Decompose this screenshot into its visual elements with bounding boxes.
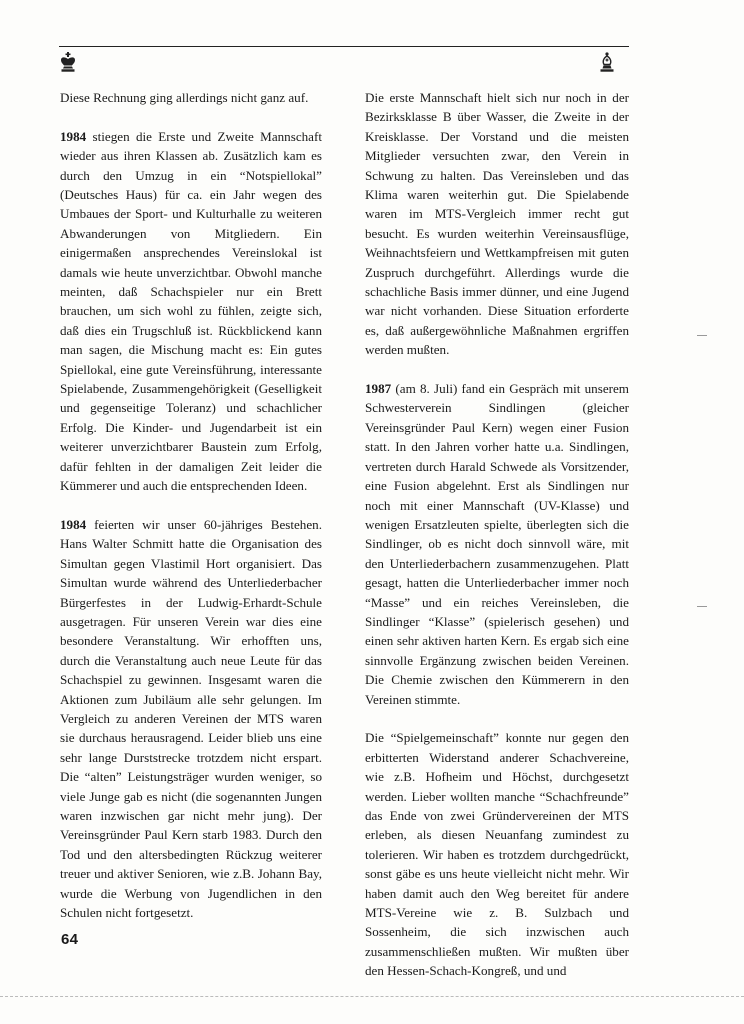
year-label: 1984 [60, 516, 87, 532]
paragraph: Diese Rechnung ging allerdings nicht ganz auf. [60, 90, 309, 105]
header-rule [59, 46, 629, 47]
chess-bishop-icon [596, 51, 618, 73]
paragraph: 1987 (am 8. Juli) fand ein Gespräch mit unserem Schwesterverein Sindlingen (gleicher Vereinsgründer Paul Kern) wegen einer Fusion statt. In den Jahren vorher hatte u.a. Sindlingen, vertreten durch Harald Schwede als Vorsitzender, eine Fusion abgelehnt. Erst als Sindlingen nur noch mit einer Mannschaft (UV-Klasse) und wenigen Ersatzleuten spielte, überlegten sich die Sindlinger, ob es nicht doch sinnvoll wäre, mit den Unterliederbachern zusammenzugehen. Platt gesagt, hatten die Unterliederbacher immer noch “Masse” und ein reiches Vereinsleben, die Sindlinger “Klasse” (spielerisch gesehen) und einen sehr aktiven harten Kern. Es ergab sich eine sinnvolle Ergänzung zwischen beiden Vereinen. Die Chemie zwischen den Kümmerern in den Vereinen stimmte. [365, 381, 629, 707]
paragraph: 1984 stiegen die Erste und Zweite Mannschaft wieder aus ihren Klassen ab. Zusätzlich kam es durch den Umzug in ein “Notspiellokal” (Deutsches Haus) für ca. ein Jahr wegen des Umbaues der Sport- und Kulturhalle zu weiteren Abwanderungen von Mitgliedern. Ein einigermaßen ansprechendes Vereinslokal ist damals wie heute unverzichtbar. Obwohl manche meinten, daß Schachspieler nur ein Brett brauchen, um sich wohl zu fühlen, zeigte sich, daß dies ein Trugschluß ist. Rückblickend kann man sagen, die Mischung macht es: Ein gutes Spiellokal, eine gute Vereinsführung, interessante Spielabende, Zusammengehörigkeit (Geselligkeit und gegenseitige Toleranz) und schachlicher Erfolg. Die Kinder- und Jugendarbeit ist ein weiterer unverzichtbarer Baustein zum Erfolg, dafür fehlten in der damaligen Zeit leider die Kümmerer und auch die entsprechenden Ideen. [60, 128, 322, 494]
paragraph: Die erste Mannschaft hielt sich nur noch in der Bezirksklasse B über Wasser, die Zweite in der Kreisklasse. Der Vorstand und die meisten Mitglieder versuchten zwar, den Verein in Schwung zu halten. Das Vereinsleben und das Klima waren weiterhin gut. Die Spielabende waren im MTS-Vergleich immer recht gut besucht. Es wurden weiterhin Vereinsausflüge, Weihnachtsfeiern und Wettkampfreisen mit guten Zuspruch durchgeführt. Allerdings wurde die schachliche Basis immer dünner, und eine Jugend war nicht vorhanden. Diese Situation erforderte es, daß außergewöhnliche Maßnahmen ergriffen werden mußten. [365, 90, 629, 358]
margin-mark [697, 606, 707, 607]
year-label: 1987 [365, 381, 392, 397]
year-label: 1984 [60, 128, 87, 144]
margin-mark [697, 335, 707, 336]
right-text-column [365, 88, 629, 1000]
page-number: 64 [61, 931, 79, 948]
scan-edge-line [0, 996, 744, 997]
paragraph: Die “Spielgemeinschaft” konnte nur gegen den erbitterten Widerstand anderer Schachvereine, wie z.B. Hofheim und Höchst, durchgesetzt werden. Lieber wollten manche “Schachfreunde” das Ende von zwei Gründervereinen der MTS erleben, als diesen Neuanfang zumindest zu tolerieren. Wir haben es trotzdem durchgedrückt, sonst gäbe es uns heute vielleicht nicht mehr. Wir haben damit auch den Weg bereitet für andere MTS-Vereine wie z. B. Sulzbach und Sossenheim, die sich inzwischen auch zusammenschließen mußten. Wir mußten über den Hessen-Schach-Kongreß, und und [365, 730, 629, 979]
chess-king-icon [57, 51, 79, 73]
left-text-column [60, 88, 322, 942]
paragraph: 1984 feierten wir unser 60-jähriges Bestehen. Hans Walter Schmitt hatte die Organisation des Simultan gegen Vlastimil Hort organisiert. Das Simultan wurde während des Unterliederbacher Bürgerfestes in der Ludwig-Erhardt-Schule ausgetragen. Für unseren Verein war dies eine besondere Veranstaltung. Wir erhofften uns, durch die Veranstaltung auch neue Leute für das Schachspiel zu gewinnen. Insgesamt waren die Aktionen zum Jubiläum alle sehr gelungen. Im Vergleich zu anderen Vereinen der MTS waren sie durchaus herausragend. Leider blieb uns eine sehr lange Durststrecke trotzdem nicht erspart. Die “alten” Leistungsträger wurden weniger, so viele Junge gab es nicht (die sogenannten Jungen waren inzwischen gar nicht mehr jung). Der Vereinsgründer Paul Kern starb 1983. Durch den Tod und den altersbedingten Rückzug weiterer treuer und aktiver Senioren, wie z.B. Johann Bay, wurde die Werbung von Jugendlichen in den Schulen nicht fortgesetzt. [60, 516, 322, 921]
